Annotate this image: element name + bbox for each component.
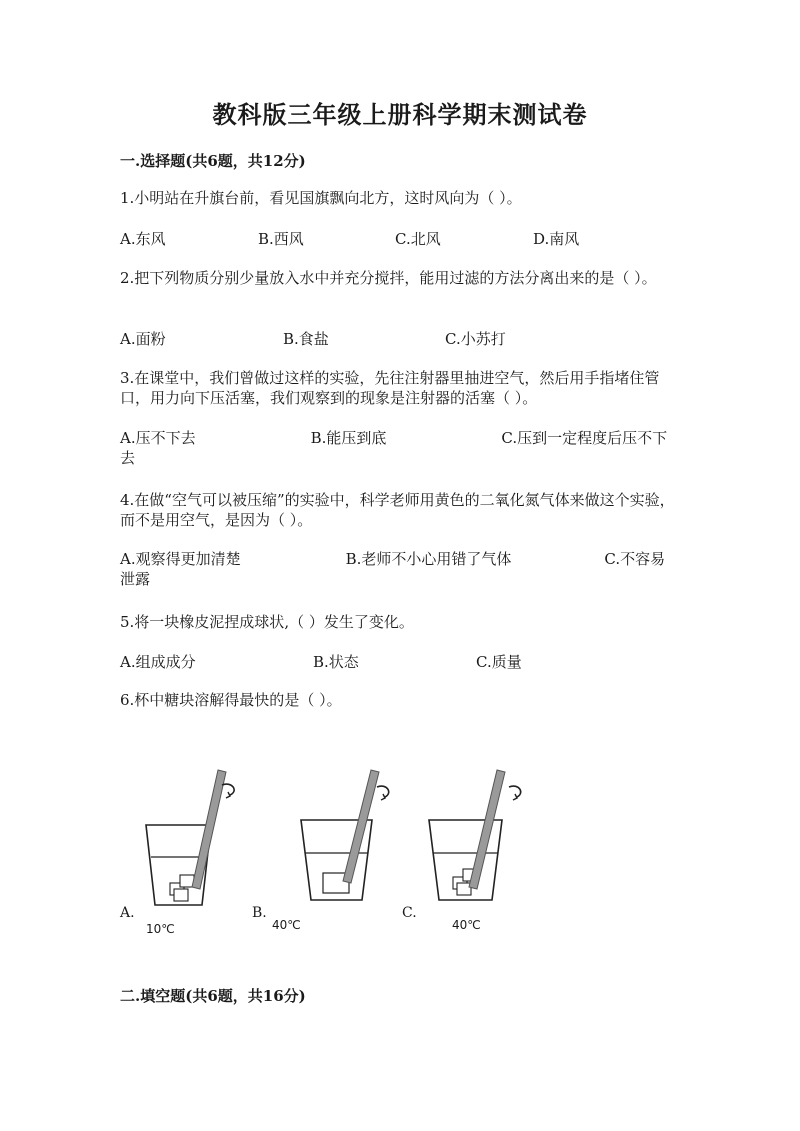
q3-option-a: A.压不下去: [120, 429, 196, 447]
q4-options: [120, 549, 675, 589]
question-3-text: 3.在课堂中，我们曾做过这样的实验，先往注射器里抽进空气，然后用手指堵住管口，用力向下压活塞，我们观察到的现象是注射器的活塞（ ）。: [120, 369, 660, 407]
question-4-text: 4.在做“空气可以被压缩”的实验中，科学老师用黄色的二氧化氮气体来做这个实验，而不是用空气，是因为（ ）。: [120, 491, 675, 529]
q5-option-b: B.状态: [313, 653, 359, 671]
cup-a-illustration: [140, 765, 235, 910]
q4-option-a: A.观察得更加清楚: [120, 550, 241, 568]
question-2-text: 2.把下列物质分别少量放入水中并充分搅拌，能用过滤的方法分离出来的是（ ）。: [120, 269, 657, 287]
q1-option-c: C.北风: [395, 230, 441, 248]
cup-b-illustration: [297, 765, 392, 910]
question-1-text: 1.小明站在升旗台前，看见国旗飘向北方，这时风向为（ ）。: [120, 189, 522, 207]
section-heading-fill-blank: 二.填空题(共6题，共16分): [120, 987, 306, 1005]
q3-options: [120, 428, 675, 468]
cup-c-temperature: 40℃: [452, 918, 481, 932]
section-heading-choice: 一.选择题(共6题，共12分): [120, 152, 306, 170]
q1-option-d: D.南风: [533, 230, 580, 248]
cup-b-label: B.: [252, 905, 267, 921]
cup-a-temperature: 10℃: [146, 922, 175, 936]
page-title: 教科版三年级上册科学期末测试卷: [212, 100, 588, 129]
question-5-text: 5.将一块橡皮泥捏成球状,（ ）发生了变化。: [120, 613, 414, 631]
cup-c-illustration: [425, 765, 530, 910]
q2-option-a: A.面粉: [120, 330, 166, 348]
cup-c-label: C.: [402, 905, 417, 921]
q2-option-b: B.食盐: [283, 330, 329, 348]
q5-option-a: A.组成成分: [120, 653, 196, 671]
cup-b-temperature: 40℃: [272, 918, 301, 932]
cup-a-label: A.: [120, 905, 135, 921]
q1-option-b: B.西风: [258, 230, 304, 248]
q2-option-c: C.小苏打: [445, 330, 506, 348]
q4-option-b: B.老师不小心用错了气体: [345, 550, 512, 568]
q5-option-c: C.质量: [476, 653, 522, 671]
q4-option-c: C.不容易泄露: [120, 550, 666, 588]
q3-option-c: C.压到一定程度后压不下去: [120, 429, 668, 467]
q1-option-a: A.东风: [120, 230, 166, 248]
q3-option-b: B.能压到底: [310, 429, 387, 447]
question-6-text: 6.杯中糖块溶解得最快的是（ ）。: [120, 691, 342, 709]
